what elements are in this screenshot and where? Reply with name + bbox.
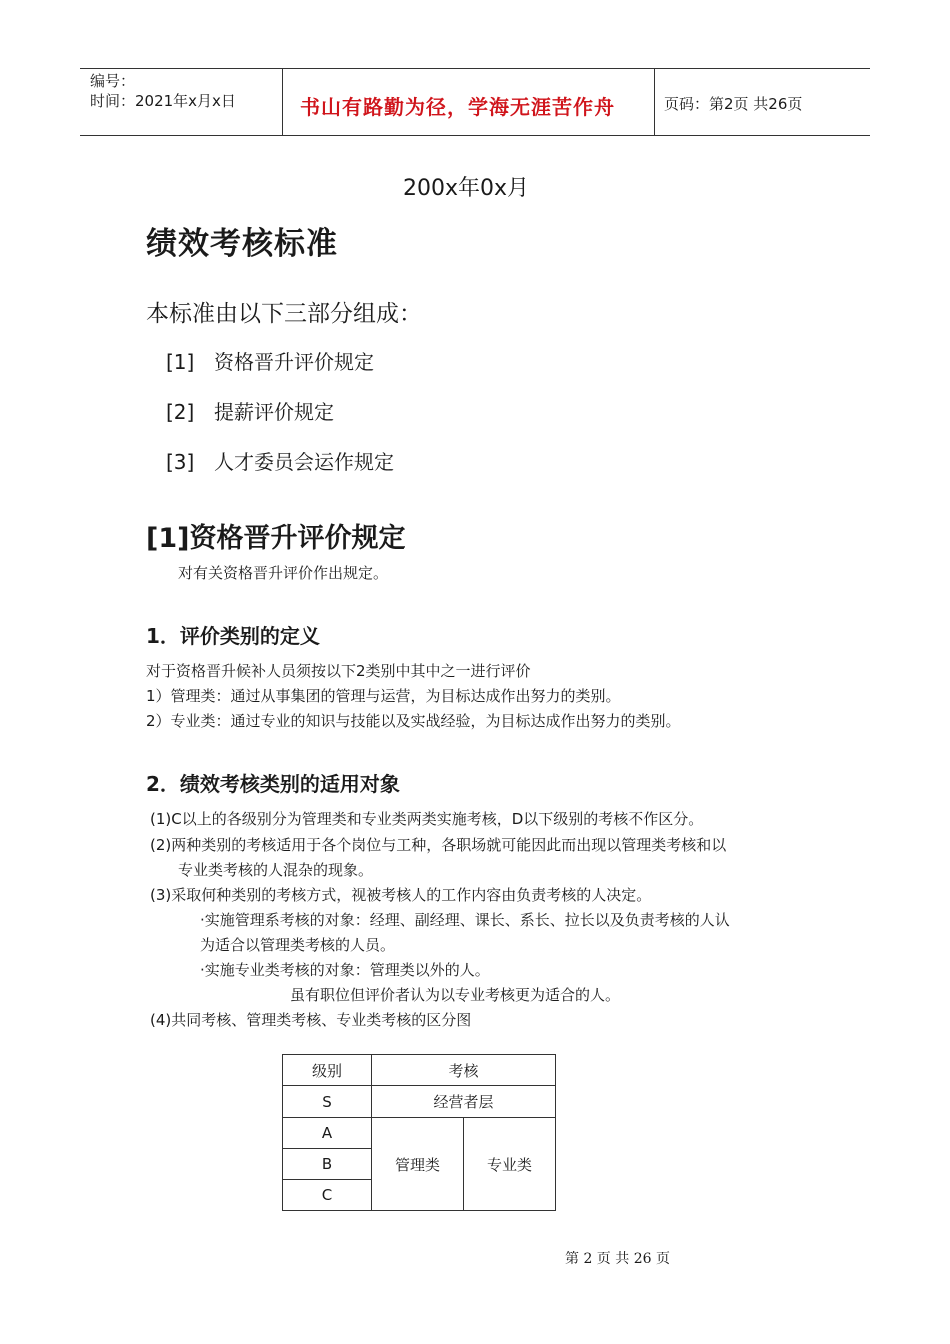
body-line: (1)C以上的各级别分为管理类和专业类两类实施考核，D以下级别的考核不作区分。 <box>150 810 704 828</box>
table-cell-level-a: A <box>283 1118 372 1149</box>
table-header-assessment: 考核 <box>372 1055 556 1086</box>
header-divider-left <box>282 68 283 135</box>
header-top-rule <box>80 68 870 69</box>
table-cell-level-c: C <box>283 1180 372 1211</box>
header-bottom-rule <box>80 135 870 136</box>
table-cell-management: 管理类 <box>372 1118 464 1211</box>
body-line: 专业类考核的人混杂的现象。 <box>178 861 374 879</box>
header-motto: 书山有路勤为径，学海无涯苦作舟 <box>300 95 615 119</box>
page-footer: 第 2 页 共 26 页 <box>565 1251 670 1267</box>
body-line: 虽有职位但评价者认为以专业考核更为适合的人。 <box>290 986 621 1004</box>
part-label: 提薪评价规定 <box>214 400 334 424</box>
serial-label: 编号： <box>90 72 136 90</box>
table-cell-executive: 经营者层 <box>372 1086 556 1118</box>
document-title: 绩效考核标准 <box>146 226 338 262</box>
assessment-table <box>282 1054 556 1211</box>
part-item <box>166 346 374 375</box>
date-line: 200x年0x月 <box>403 176 530 201</box>
body-line: ·实施专业类考核的对象：管理类以外的人。 <box>200 961 490 979</box>
header-divider-right <box>654 68 655 135</box>
body-line: 2）专业类：通过专业的知识与技能以及实战经验，为目标达成作出努力的类别。 <box>146 712 681 730</box>
part-item <box>166 446 394 475</box>
part-label: 资格晋升评价规定 <box>214 350 374 374</box>
part-number: [1] <box>166 350 195 374</box>
intro-text: 本标准由以下三部分组成： <box>146 301 422 327</box>
body-line: (2)两种类别的考核适用于各个岗位与工种，各职场就可能因此而出现以管理类考核和以 <box>150 836 727 854</box>
section-heading: [1]资格晋升评价规定 <box>146 523 406 554</box>
time-label: 时间：2021年x月x日 <box>90 92 236 110</box>
body-line: ·实施管理系考核的对象：经理、副经理、课长、系长、拉长以及负责考核的人认 <box>200 911 730 929</box>
section-description: 对有关资格晋升评价作出规定。 <box>178 564 389 582</box>
part-item <box>166 396 334 425</box>
body-line: (4)共同考核、管理类考核、专业类考核的区分图 <box>150 1011 472 1029</box>
subsection-heading: 1．评价类别的定义 <box>146 624 320 648</box>
part-number: [3] <box>166 450 195 474</box>
page-info: 页码：第2页 共26页 <box>664 95 803 113</box>
table-cell-level-b: B <box>283 1149 372 1180</box>
table-cell-professional: 专业类 <box>464 1118 556 1211</box>
body-line: 为适合以管理类考核的人员。 <box>200 936 396 954</box>
part-label: 人才委员会运作规定 <box>214 450 394 474</box>
table-cell-level-s: S <box>283 1086 372 1118</box>
part-number: [2] <box>166 400 195 424</box>
body-line: 1）管理类：通过从事集团的管理与运营，为目标达成作出努力的类别。 <box>146 687 621 705</box>
table-header-level: 级别 <box>283 1055 372 1086</box>
subsection-heading: 2．绩效考核类别的适用对象 <box>146 772 400 796</box>
body-line: 对于资格晋升候补人员须按以下2类别中其中之一进行评价 <box>146 662 531 680</box>
body-line: (3)采取何种类别的考核方式，视被考核人的工作内容由负责考核的人决定。 <box>150 886 652 904</box>
